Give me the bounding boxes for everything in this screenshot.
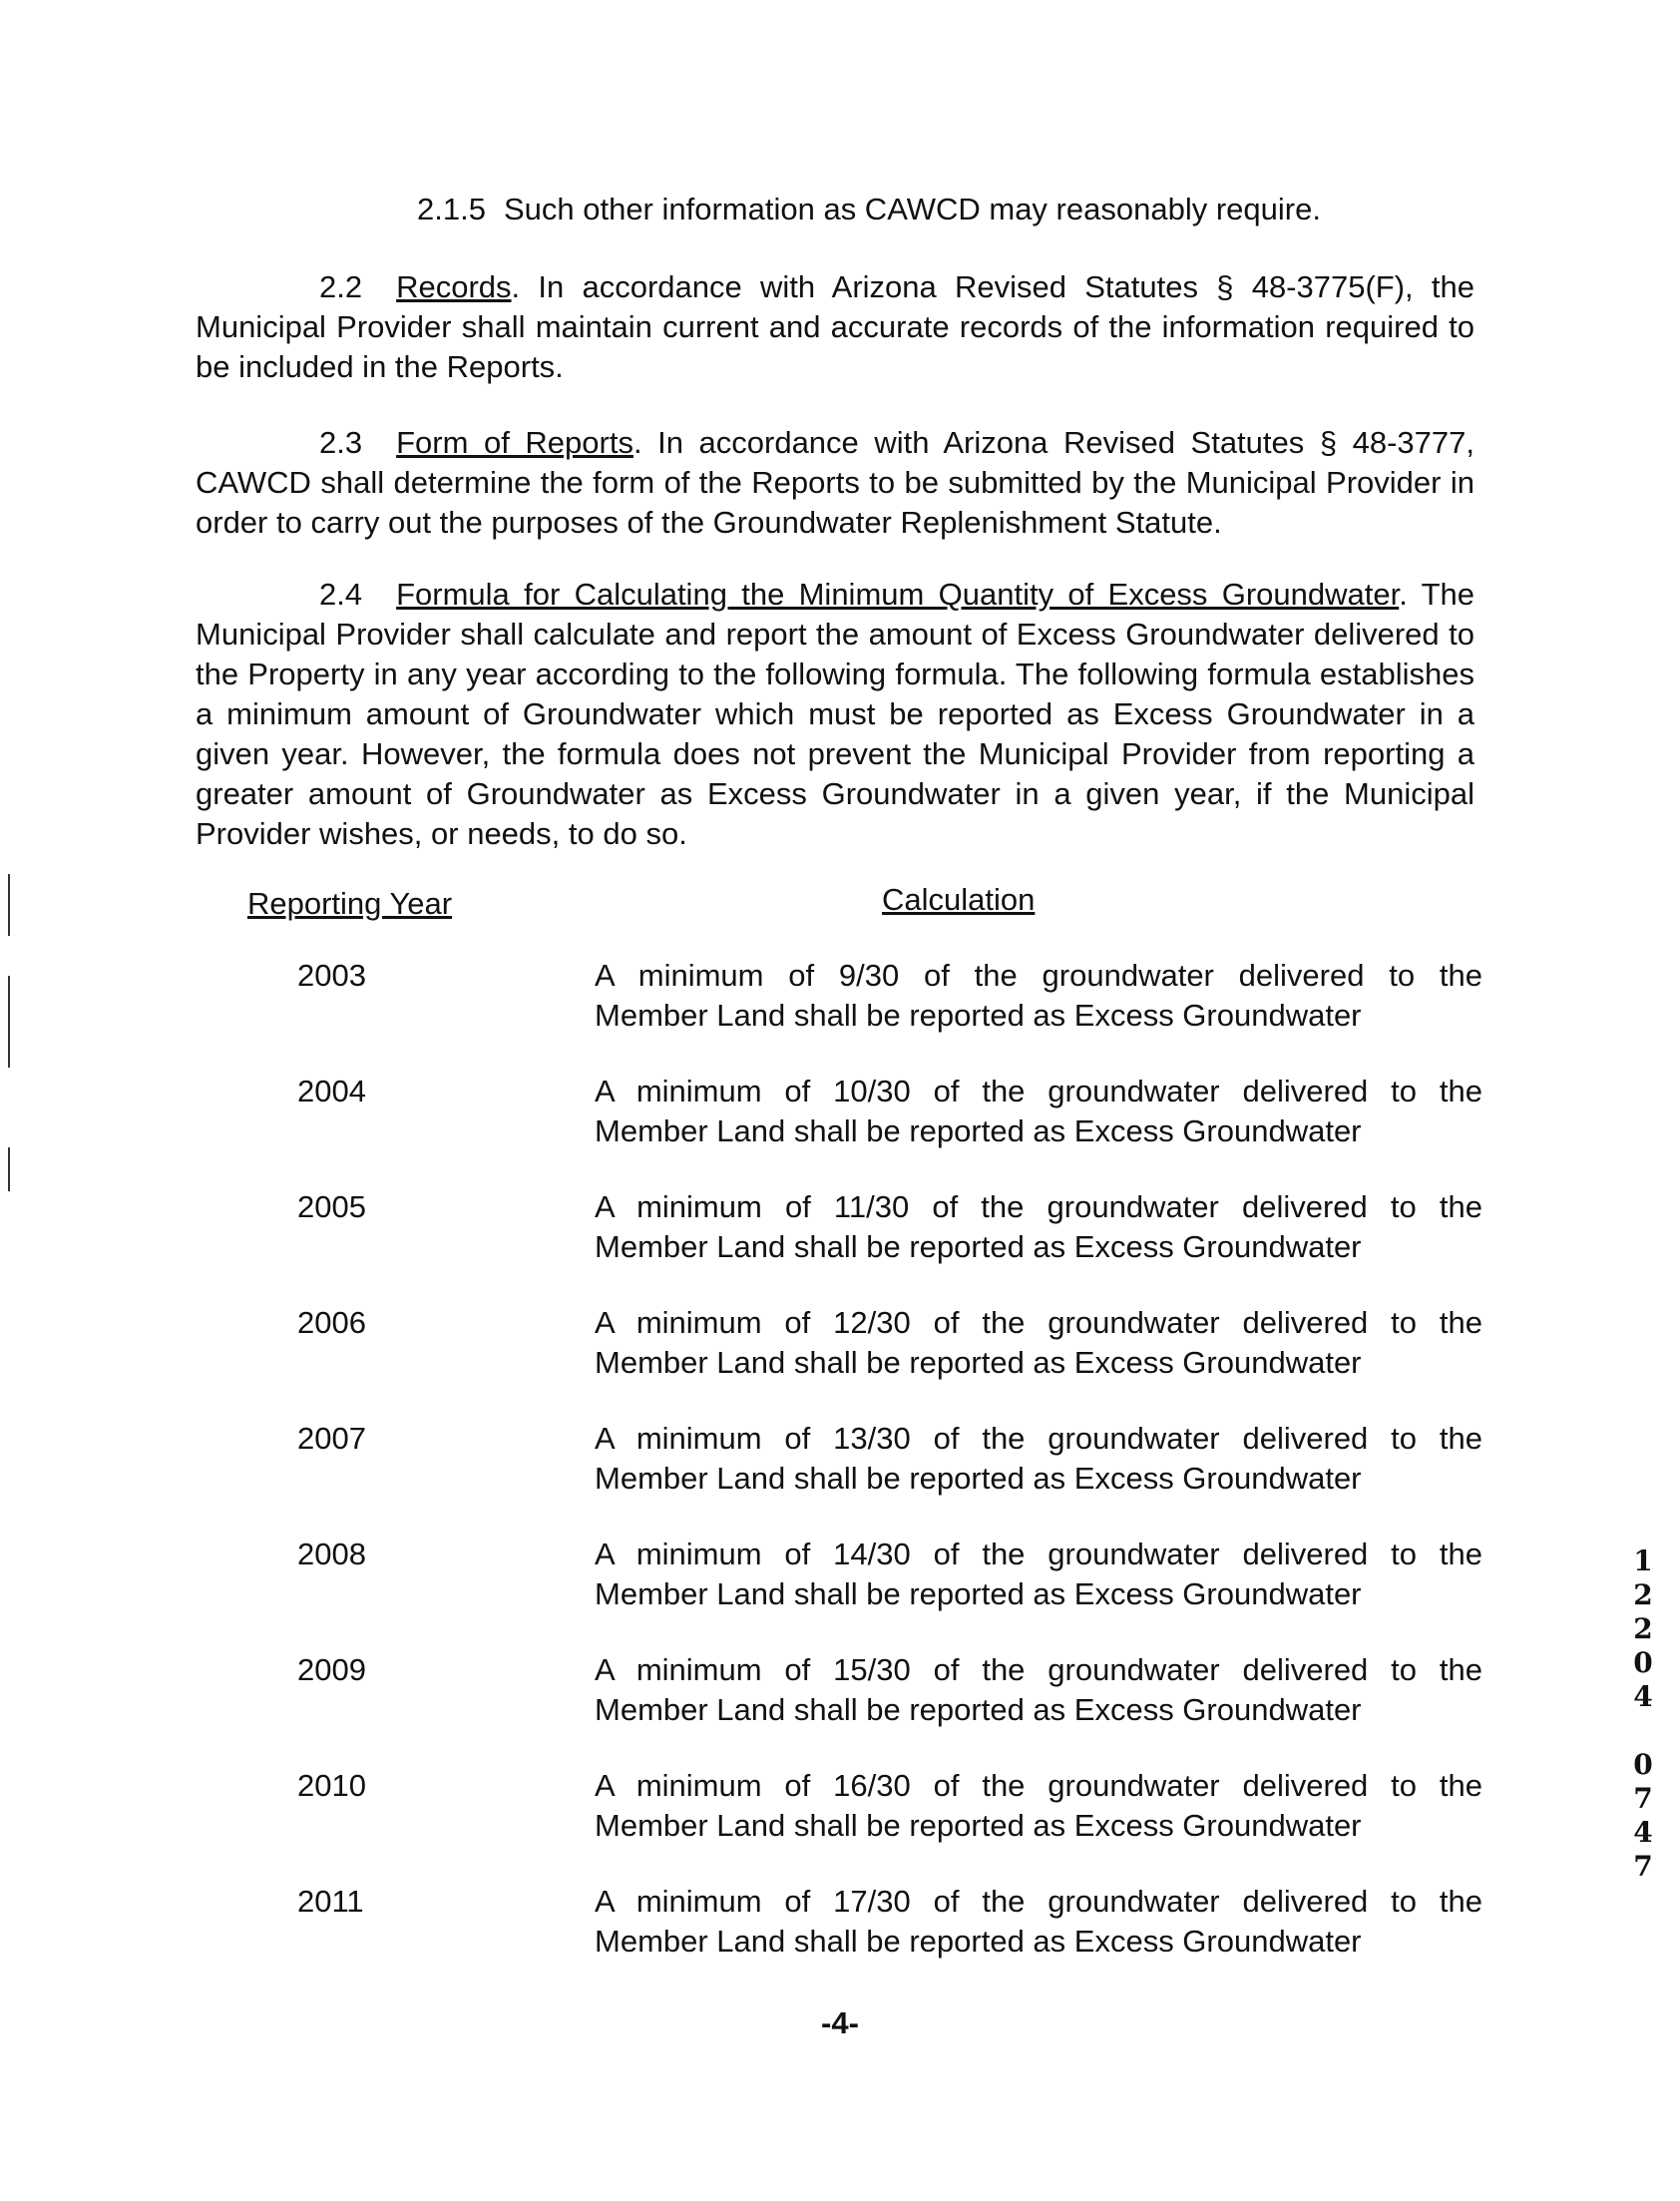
calculation-cell xyxy=(595,1419,1482,1499)
calculation-line: Member Land shall be reported as Excess Groundwater xyxy=(595,1113,1362,1148)
reporting-year-cell: 2010 xyxy=(297,1768,366,1803)
reporting-year-cell: 2003 xyxy=(297,958,366,993)
recording-stamp xyxy=(1628,1544,1658,1884)
section-text: . In accordance with Arizona Revised Statutes § 48-3775(F), the Municipal Provider shall maintain current and accurate records of the information required to be included in the Reports. xyxy=(196,269,1474,384)
reporting-year-cell: 2009 xyxy=(297,1652,366,1687)
page-number: -4- xyxy=(821,2005,859,2040)
calculation-line: A minimum of 12/30 of the groundwater delivered to the xyxy=(595,1305,1482,1340)
section-number: 2.3 xyxy=(319,425,363,460)
stamp-digit: 2 xyxy=(1633,1612,1653,1645)
stamp-digit: 1 xyxy=(1633,1544,1653,1577)
section-heading: Form of Reports xyxy=(396,425,633,460)
calculation-line: Member Land shall be reported as Excess Groundwater xyxy=(595,1692,1362,1727)
table-header-calculation: Calculation xyxy=(882,882,1036,917)
calculation-cell xyxy=(595,1072,1482,1151)
scan-mark xyxy=(8,1147,10,1191)
stamp-digit: 0 xyxy=(1633,1646,1653,1679)
calculation-line: Member Land shall be reported as Excess Groundwater xyxy=(595,1576,1362,1611)
calculation-cell xyxy=(595,1303,1482,1383)
calculation-cell xyxy=(595,1650,1482,1730)
reporting-year-cell: 2005 xyxy=(297,1189,366,1224)
calculation-cell xyxy=(595,1187,1482,1267)
stamp-digit: 4 xyxy=(1633,1816,1653,1849)
table-header-reporting-year: Reporting Year xyxy=(247,886,453,921)
scan-mark xyxy=(8,976,10,1068)
calculation-line: Member Land shall be reported as Excess Groundwater xyxy=(595,1229,1362,1264)
calculation-line: Member Land shall be reported as Excess Groundwater xyxy=(595,998,1362,1033)
reporting-year-cell: 2007 xyxy=(297,1421,366,1456)
section-heading: Formula for Calculating the Minimum Quantity of Excess Groundwater xyxy=(396,577,1400,612)
section-2-3 xyxy=(196,423,1474,543)
scan-mark xyxy=(8,874,10,936)
calculation-line: A minimum of 10/30 of the groundwater delivered to the xyxy=(595,1074,1482,1108)
reporting-year-cell: 2011 xyxy=(297,1884,364,1919)
calculation-line: Member Land shall be reported as Excess Groundwater xyxy=(595,1924,1362,1959)
calculation-line: A minimum of 17/30 of the groundwater delivered to the xyxy=(595,1884,1482,1919)
calculation-line: Member Land shall be reported as Excess Groundwater xyxy=(595,1345,1362,1380)
section-2-4 xyxy=(196,575,1474,854)
stamp-digit: 4 xyxy=(1633,1680,1653,1713)
calculation-line: A minimum of 13/30 of the groundwater delivered to the xyxy=(595,1421,1482,1456)
stamp-digit: 0 xyxy=(1633,1748,1653,1781)
calculation-line: A minimum of 11/30 of the groundwater delivered to the xyxy=(595,1189,1482,1224)
section-2-2 xyxy=(196,267,1474,387)
section-text: . The Municipal Provider shall calculate and report the amount of Excess Groundwater delivered to the Property in any year according to the following formula. The following formula establishes a minimum amount of Groundwater which must be reported as Excess Groundwater in a given year. However, the formula does not prevent the Municipal Provider from reporting a greater amount of Groundwater as Excess Groundwater in a given year, if the Municipal Provider wishes, or needs, to do so. xyxy=(196,577,1474,851)
reporting-year-cell: 2006 xyxy=(297,1305,366,1340)
calculation-cell xyxy=(595,1882,1482,1962)
calculation-cell xyxy=(595,1766,1482,1846)
calculation-cell xyxy=(595,1535,1482,1614)
section-number: 2.1.5 xyxy=(417,192,486,226)
stamp-digit: 7 xyxy=(1633,1782,1653,1815)
stamp-digit: 2 xyxy=(1633,1578,1653,1611)
calculation-line: A minimum of 9/30 of the groundwater delivered to the xyxy=(595,958,1482,993)
stamp-digit: 7 xyxy=(1633,1850,1653,1883)
reporting-year-cell: 2004 xyxy=(297,1074,366,1108)
section-text: Such other information as CAWCD may reasonably require. xyxy=(503,192,1321,226)
section-number: 2.2 xyxy=(319,269,363,304)
calculation-line: Member Land shall be reported as Excess Groundwater xyxy=(595,1808,1362,1843)
section-text: . In accordance with Arizona Revised Statutes § 48-3777, CAWCD shall determine the form of the Reports to be submitted by the Municipal Provider in order to carry out the purposes of the Groundwater Replenishment Statute. xyxy=(196,425,1474,540)
section-number: 2.4 xyxy=(319,577,363,612)
reporting-year-cell: 2008 xyxy=(297,1537,366,1571)
calculation-line: A minimum of 14/30 of the groundwater delivered to the xyxy=(595,1537,1482,1571)
section-2-1-5 xyxy=(417,190,1321,229)
calculation-line: Member Land shall be reported as Excess Groundwater xyxy=(595,1461,1362,1496)
calculation-line: A minimum of 15/30 of the groundwater delivered to the xyxy=(595,1652,1482,1687)
calculation-line: A minimum of 16/30 of the groundwater delivered to the xyxy=(595,1768,1482,1803)
calculation-cell xyxy=(595,956,1482,1036)
section-heading: Records xyxy=(396,269,512,304)
